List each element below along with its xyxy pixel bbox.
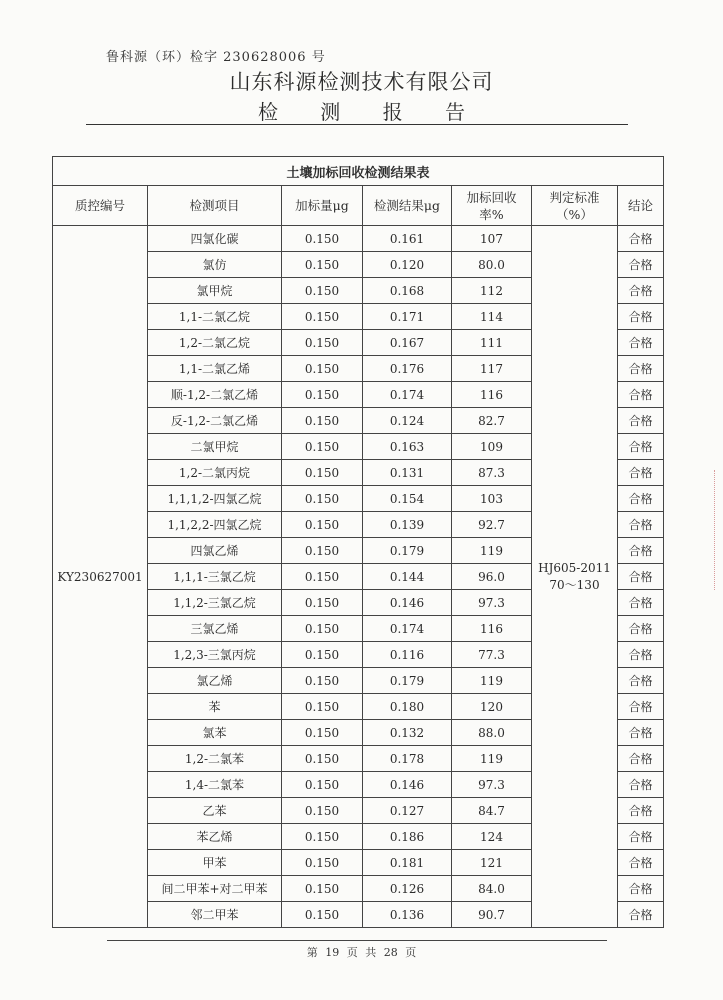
result-cell: 0.126 — [363, 876, 452, 902]
qc-id-cell: KY230627001 — [53, 226, 148, 928]
result-cell: 0.146 — [363, 772, 452, 798]
spike-amount-cell: 0.150 — [282, 902, 363, 928]
result-cell: 0.161 — [363, 226, 452, 252]
recovery-rate-cell: 90.7 — [452, 902, 532, 928]
test-item-cell: 1,1-二氯乙烯 — [148, 356, 282, 382]
conclusion-cell: 合格 — [618, 356, 664, 382]
conclusion-cell: 合格 — [618, 460, 664, 486]
standard-cell: HJ605-2011 70～130 — [532, 226, 618, 928]
recovery-rate-cell: 97.3 — [452, 772, 532, 798]
conclusion-cell: 合格 — [618, 382, 664, 408]
test-item-cell: 1,2-二氯丙烷 — [148, 460, 282, 486]
test-item-cell: 间二甲苯+对二甲苯 — [148, 876, 282, 902]
conclusion-cell: 合格 — [618, 720, 664, 746]
result-cell: 0.176 — [363, 356, 452, 382]
conclusion-cell: 合格 — [618, 590, 664, 616]
conclusion-cell: 合格 — [618, 824, 664, 850]
spike-amount-cell: 0.150 — [282, 772, 363, 798]
column-header — [452, 186, 532, 226]
result-cell: 0.179 — [363, 668, 452, 694]
test-item-cell: 1,1,2-三氯乙烷 — [148, 590, 282, 616]
test-item-cell: 甲苯 — [148, 850, 282, 876]
result-cell: 0.116 — [363, 642, 452, 668]
recovery-rate-cell: 111 — [452, 330, 532, 356]
recovery-rate-cell: 87.3 — [452, 460, 532, 486]
recovery-rate-cell: 119 — [452, 746, 532, 772]
conclusion-cell: 合格 — [618, 252, 664, 278]
result-cell: 0.131 — [363, 460, 452, 486]
spike-amount-cell: 0.150 — [282, 616, 363, 642]
column-header: 检测结果μg — [363, 186, 452, 226]
table-header-row — [53, 186, 664, 226]
recovery-rate-cell: 77.3 — [452, 642, 532, 668]
recovery-results-table — [52, 156, 664, 928]
edge-stamp-mark — [714, 470, 721, 590]
spike-amount-cell: 0.150 — [282, 694, 363, 720]
column-header: 检测项目 — [148, 186, 282, 226]
conclusion-cell: 合格 — [618, 902, 664, 928]
recovery-rate-cell: 80.0 — [452, 252, 532, 278]
recovery-rate-cell: 84.7 — [452, 798, 532, 824]
result-cell: 0.132 — [363, 720, 452, 746]
test-item-cell: 1,1,2,2-四氯乙烷 — [148, 512, 282, 538]
table-row — [53, 226, 664, 252]
test-item-cell: 1,1,1,2-四氯乙烷 — [148, 486, 282, 512]
results-table-container — [52, 156, 663, 928]
test-item-cell: 1,2-二氯苯 — [148, 746, 282, 772]
conclusion-cell: 合格 — [618, 876, 664, 902]
report-title: 检 测 报 告 — [257, 100, 484, 124]
test-item-cell: 1,4-二氯苯 — [148, 772, 282, 798]
result-cell: 0.178 — [363, 746, 452, 772]
conclusion-cell: 合格 — [618, 668, 664, 694]
spike-amount-cell: 0.150 — [282, 538, 363, 564]
test-item-cell: 氯乙烯 — [148, 668, 282, 694]
conclusion-cell: 合格 — [618, 538, 664, 564]
conclusion-cell: 合格 — [618, 408, 664, 434]
spike-amount-cell: 0.150 — [282, 590, 363, 616]
test-item-cell: 顺-1,2-二氯乙烯 — [148, 382, 282, 408]
result-cell: 0.171 — [363, 304, 452, 330]
test-item-cell: 乙苯 — [148, 798, 282, 824]
spike-amount-cell: 0.150 — [282, 330, 363, 356]
recovery-rate-cell: 117 — [452, 356, 532, 382]
result-cell: 0.179 — [363, 538, 452, 564]
result-cell: 0.163 — [363, 434, 452, 460]
result-cell: 0.174 — [363, 382, 452, 408]
test-item-cell: 反-1,2-二氯乙烯 — [148, 408, 282, 434]
test-item-cell: 1,1,1-三氯乙烷 — [148, 564, 282, 590]
conclusion-cell: 合格 — [618, 772, 664, 798]
spike-amount-cell: 0.150 — [282, 850, 363, 876]
spike-amount-cell: 0.150 — [282, 876, 363, 902]
conclusion-cell: 合格 — [618, 694, 664, 720]
conclusion-cell: 合格 — [618, 850, 664, 876]
conclusion-cell: 合格 — [618, 564, 664, 590]
result-cell: 0.168 — [363, 278, 452, 304]
conclusion-cell: 合格 — [618, 798, 664, 824]
spike-amount-cell: 0.150 — [282, 668, 363, 694]
report-reference-number: 鲁科源（环）检字 230628006 号 — [106, 50, 326, 65]
recovery-rate-cell: 120 — [452, 694, 532, 720]
result-cell: 0.124 — [363, 408, 452, 434]
spike-amount-cell: 0.150 — [282, 382, 363, 408]
recovery-rate-cell: 107 — [452, 226, 532, 252]
test-item-cell: 三氯乙烯 — [148, 616, 282, 642]
test-item-cell: 苯乙烯 — [148, 824, 282, 850]
recovery-rate-cell: 96.0 — [452, 564, 532, 590]
spike-amount-cell: 0.150 — [282, 278, 363, 304]
result-cell: 0.174 — [363, 616, 452, 642]
test-item-cell: 四氯化碳 — [148, 226, 282, 252]
spike-amount-cell: 0.150 — [282, 824, 363, 850]
conclusion-cell: 合格 — [618, 746, 664, 772]
test-item-cell: 邻二甲苯 — [148, 902, 282, 928]
result-cell: 0.127 — [363, 798, 452, 824]
result-cell: 0.144 — [363, 564, 452, 590]
conclusion-cell: 合格 — [618, 642, 664, 668]
recovery-rate-cell: 119 — [452, 538, 532, 564]
test-item-cell: 1,1-二氯乙烷 — [148, 304, 282, 330]
test-item-cell: 苯 — [148, 694, 282, 720]
result-cell: 0.136 — [363, 902, 452, 928]
recovery-rate-cell: 88.0 — [452, 720, 532, 746]
result-cell: 0.180 — [363, 694, 452, 720]
header-divider — [86, 124, 628, 125]
result-cell: 0.154 — [363, 486, 452, 512]
result-cell: 0.186 — [363, 824, 452, 850]
recovery-rate-cell: 109 — [452, 434, 532, 460]
spike-amount-cell: 0.150 — [282, 746, 363, 772]
spike-amount-cell: 0.150 — [282, 642, 363, 668]
test-item-cell: 1,2,3-三氯丙烷 — [148, 642, 282, 668]
recovery-rate-cell: 121 — [452, 850, 532, 876]
test-item-cell: 1,2-二氯乙烷 — [148, 330, 282, 356]
spike-amount-cell: 0.150 — [282, 460, 363, 486]
recovery-header-text: 加标回收率% — [466, 189, 517, 222]
conclusion-cell: 合格 — [618, 512, 664, 538]
recovery-rate-cell: 92.7 — [452, 512, 532, 538]
test-item-cell: 二氯甲烷 — [148, 434, 282, 460]
recovery-rate-cell: 84.0 — [452, 876, 532, 902]
footer-divider — [107, 940, 607, 941]
test-item-cell: 氯苯 — [148, 720, 282, 746]
result-cell: 0.139 — [363, 512, 452, 538]
recovery-rate-cell: 116 — [452, 382, 532, 408]
test-item-cell: 氯甲烷 — [148, 278, 282, 304]
recovery-rate-cell: 124 — [452, 824, 532, 850]
test-item-cell: 氯仿 — [148, 252, 282, 278]
conclusion-cell: 合格 — [618, 434, 664, 460]
spike-amount-cell: 0.150 — [282, 486, 363, 512]
spike-amount-cell: 0.150 — [282, 356, 363, 382]
conclusion-cell: 合格 — [618, 278, 664, 304]
page-number: 第 19 页 共 28 页 — [306, 946, 417, 959]
recovery-rate-cell: 116 — [452, 616, 532, 642]
spike-amount-cell: 0.150 — [282, 226, 363, 252]
spike-amount-cell: 0.150 — [282, 512, 363, 538]
spike-amount-cell: 0.150 — [282, 720, 363, 746]
column-header — [532, 186, 618, 226]
test-item-cell: 四氯乙烯 — [148, 538, 282, 564]
column-header: 质控编号 — [53, 186, 148, 226]
spike-amount-cell: 0.150 — [282, 798, 363, 824]
column-header: 加标量μg — [282, 186, 363, 226]
recovery-rate-cell: 114 — [452, 304, 532, 330]
conclusion-cell: 合格 — [618, 226, 664, 252]
conclusion-cell: 合格 — [618, 616, 664, 642]
result-cell: 0.181 — [363, 850, 452, 876]
spike-amount-cell: 0.150 — [282, 252, 363, 278]
recovery-rate-cell: 119 — [452, 668, 532, 694]
recovery-rate-cell: 112 — [452, 278, 532, 304]
result-cell: 0.146 — [363, 590, 452, 616]
column-header: 结论 — [618, 186, 664, 226]
spike-amount-cell: 0.150 — [282, 408, 363, 434]
spike-amount-cell: 0.150 — [282, 564, 363, 590]
standard-header-text: 判定标准（%） — [549, 189, 600, 222]
table-caption: 土壤加标回收检测结果表 — [53, 157, 664, 186]
conclusion-cell: 合格 — [618, 330, 664, 356]
recovery-rate-cell: 97.3 — [452, 590, 532, 616]
result-cell: 0.167 — [363, 330, 452, 356]
conclusion-cell: 合格 — [618, 304, 664, 330]
company-name: 山东科源检测技术有限公司 — [229, 70, 494, 94]
conclusion-cell: 合格 — [618, 486, 664, 512]
recovery-rate-cell: 82.7 — [452, 408, 532, 434]
spike-amount-cell: 0.150 — [282, 434, 363, 460]
spike-amount-cell: 0.150 — [282, 304, 363, 330]
result-cell: 0.120 — [363, 252, 452, 278]
recovery-rate-cell: 103 — [452, 486, 532, 512]
